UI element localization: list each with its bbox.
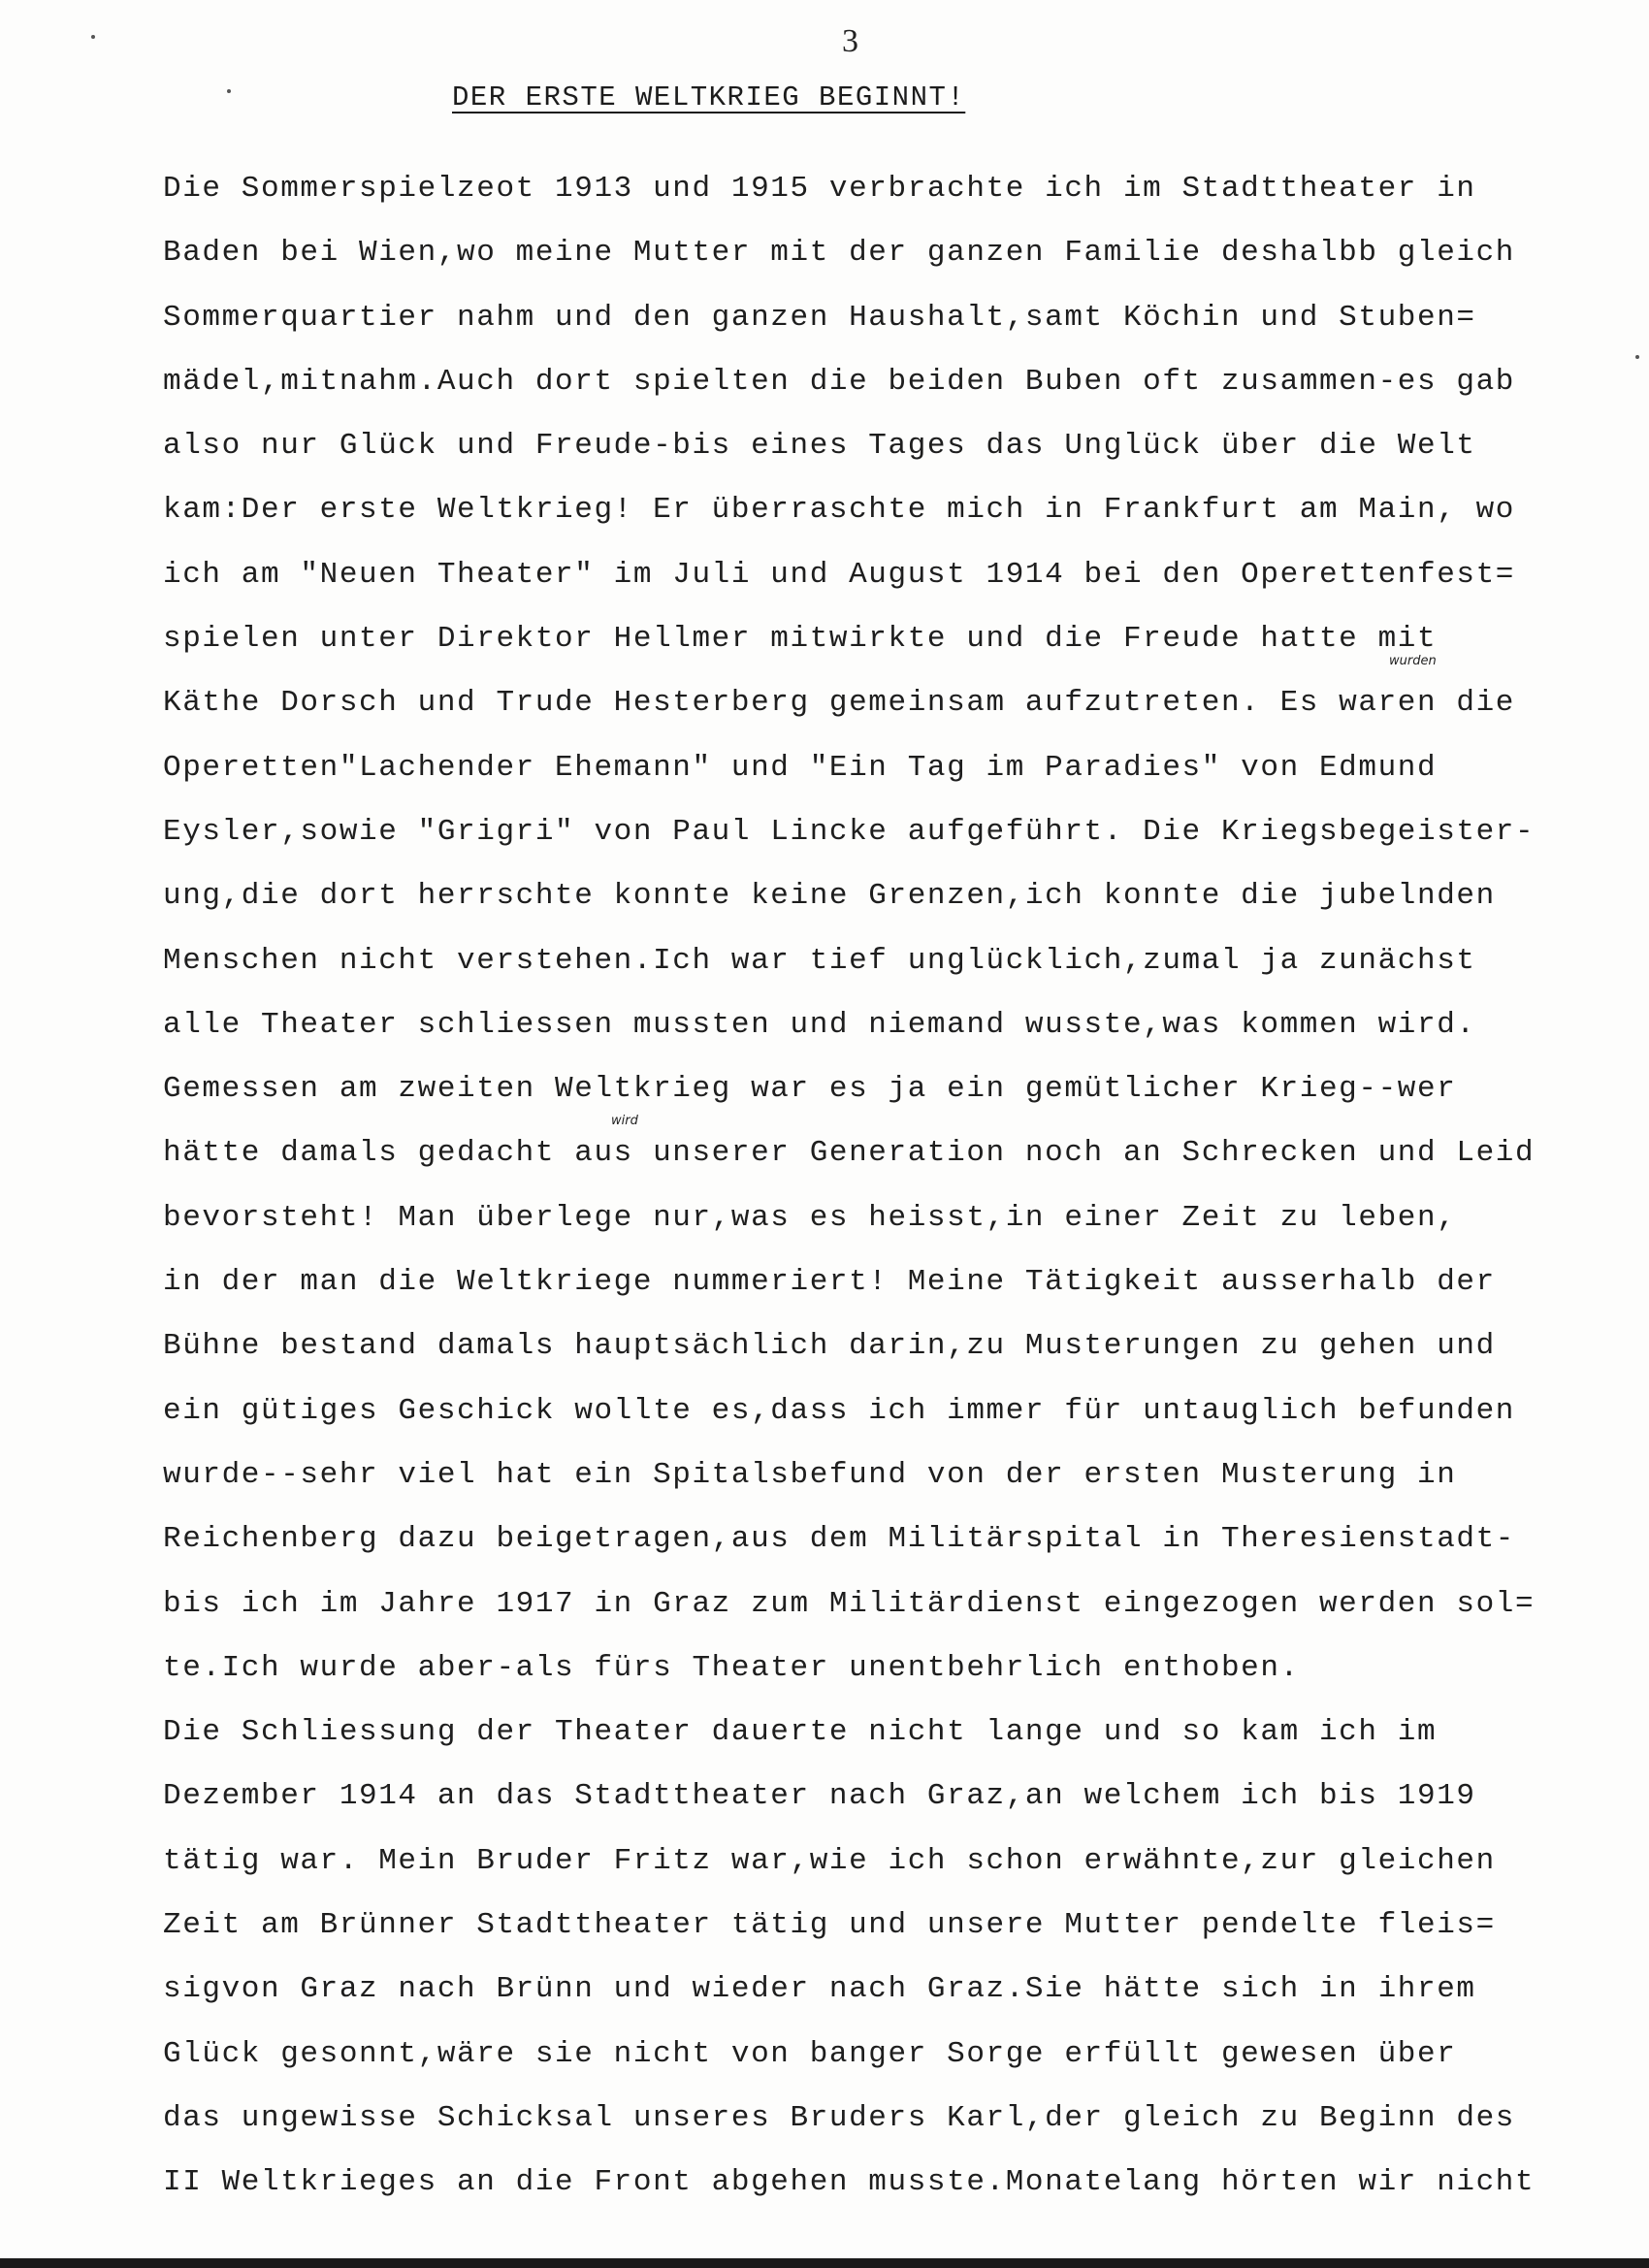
text-line: Die Schliessung der Theater dauerte nicht lange und so kam ich im — [163, 1715, 1438, 1750]
text-line: das ungewisse Schicksal unseres Bruders Karl,der gleich zu Beginn des — [163, 2100, 1516, 2135]
text-line: Baden bei Wien,wo meine Mutter mit der ganzen Familie deshalbb gleich — [163, 236, 1516, 271]
handwritten-correction: wurden — [1389, 654, 1437, 668]
text-line: wurde--sehr viel hat ein Spitalsbefund von der ersten Musterung in — [163, 1457, 1457, 1492]
text-line: bis ich im Jahre 1917 in Graz zum Militärdienst eingezogen werden sol= — [163, 1586, 1536, 1621]
text-line: tätig war. Mein Bruder Fritz war,wie ich schon erwähnte,zur gleichen — [163, 1843, 1496, 1878]
text-line: te.Ich wurde aber-als fürs Theater unentbehrlich enthoben. — [163, 1650, 1300, 1685]
text-line: ein gütiges Geschick wollte es,dass ich immer für untauglich befunden — [163, 1393, 1516, 1428]
text-line: ung,die dort herrschte konnte keine Grenzen,ich konnte die jubelnden — [163, 879, 1496, 914]
paper-speck — [227, 89, 231, 93]
text-line: Eysler,sowie "Grigri" von Paul Lincke aufgeführt. Die Kriegsbegeister- — [163, 814, 1536, 849]
text-line: kam:Der erste Weltkrieg! Er überraschte mich in Frankfurt am Main, wo — [163, 493, 1516, 528]
text-line: Sommerquartier nahm und den ganzen Haushalt,samt Köchin und Stuben= — [163, 300, 1476, 335]
text-line: Dezember 1914 an das Stadttheater nach Graz,an welchem ich bis 1919 — [163, 1779, 1476, 1814]
paper-speck — [91, 35, 95, 39]
text-line: Reichenberg dazu beigetragen,aus dem Militärspital in Theresienstadt- — [163, 1522, 1516, 1557]
text-line: bevorsteht! Man überlege nur,was es heisst,in einer Zeit zu leben, — [163, 1200, 1457, 1235]
text-line: spielen unter Direktor Hellmer mitwirkte und die Freude hatte mit — [163, 622, 1438, 657]
text-line: Operetten"Lachender Ehemann" und "Ein Tag im Paradies" von Edmund — [163, 750, 1438, 785]
chapter-heading: DER ERSTE WELTKRIEG BEGINNT! — [452, 81, 966, 113]
text-line: also nur Glück und Freude-bis eines Tages das Unglück über die Welt — [163, 429, 1476, 464]
text-line: Die Sommerspielzeot 1913 und 1915 verbrachte ich im Stadttheater in — [163, 172, 1476, 206]
text-line: Glück gesonnt,wäre sie nicht von banger Sorge erfüllt gewesen über — [163, 2036, 1457, 2071]
text-line: II Weltkrieges an die Front abgehen musste.Monatelang hörten wir nicht — [163, 2165, 1536, 2200]
text-line: ich am "Neuen Theater" im Juli und August 1914 bei den Operettenfest= — [163, 557, 1516, 592]
text-line: Gemessen am zweiten Weltkrieg war es ja ein gemütlicher Krieg--wer — [163, 1072, 1457, 1107]
text-line: hätte damals gedacht aus unserer Generation noch an Schrecken und Leid — [163, 1136, 1536, 1171]
text-line: sigvon Graz nach Brünn und wieder nach Graz.Sie hätte sich in ihrem — [163, 1972, 1476, 2007]
handwritten-correction: wird — [611, 1114, 638, 1128]
text-line: Käthe Dorsch und Trude Hesterberg gemeinsam aufzutreten. Es waren die — [163, 686, 1516, 721]
paper-speck — [1635, 355, 1639, 359]
text-line: alle Theater schliessen mussten und niemand wusste,was kommen wird. — [163, 1007, 1476, 1042]
typewritten-body — [163, 157, 1608, 2216]
text-line: Zeit am Brünner Stadttheater tätig und unsere Mutter pendelte fleis= — [163, 1908, 1496, 1943]
page-number: 3 — [842, 23, 858, 59]
text-line: Menschen nicht verstehen.Ich war tief unglücklich,zumal ja zunächst — [163, 943, 1476, 978]
scan-border — [0, 2258, 1649, 2268]
text-line: mädel,mitnahm.Auch dort spielten die beiden Buben oft zusammen-es gab — [163, 364, 1516, 399]
text-line: Bühne bestand damals hauptsächlich darin,zu Musterungen zu gehen und — [163, 1329, 1496, 1364]
text-line: in der man die Weltkriege nummeriert! Meine Tätigkeit ausserhalb der — [163, 1265, 1496, 1300]
